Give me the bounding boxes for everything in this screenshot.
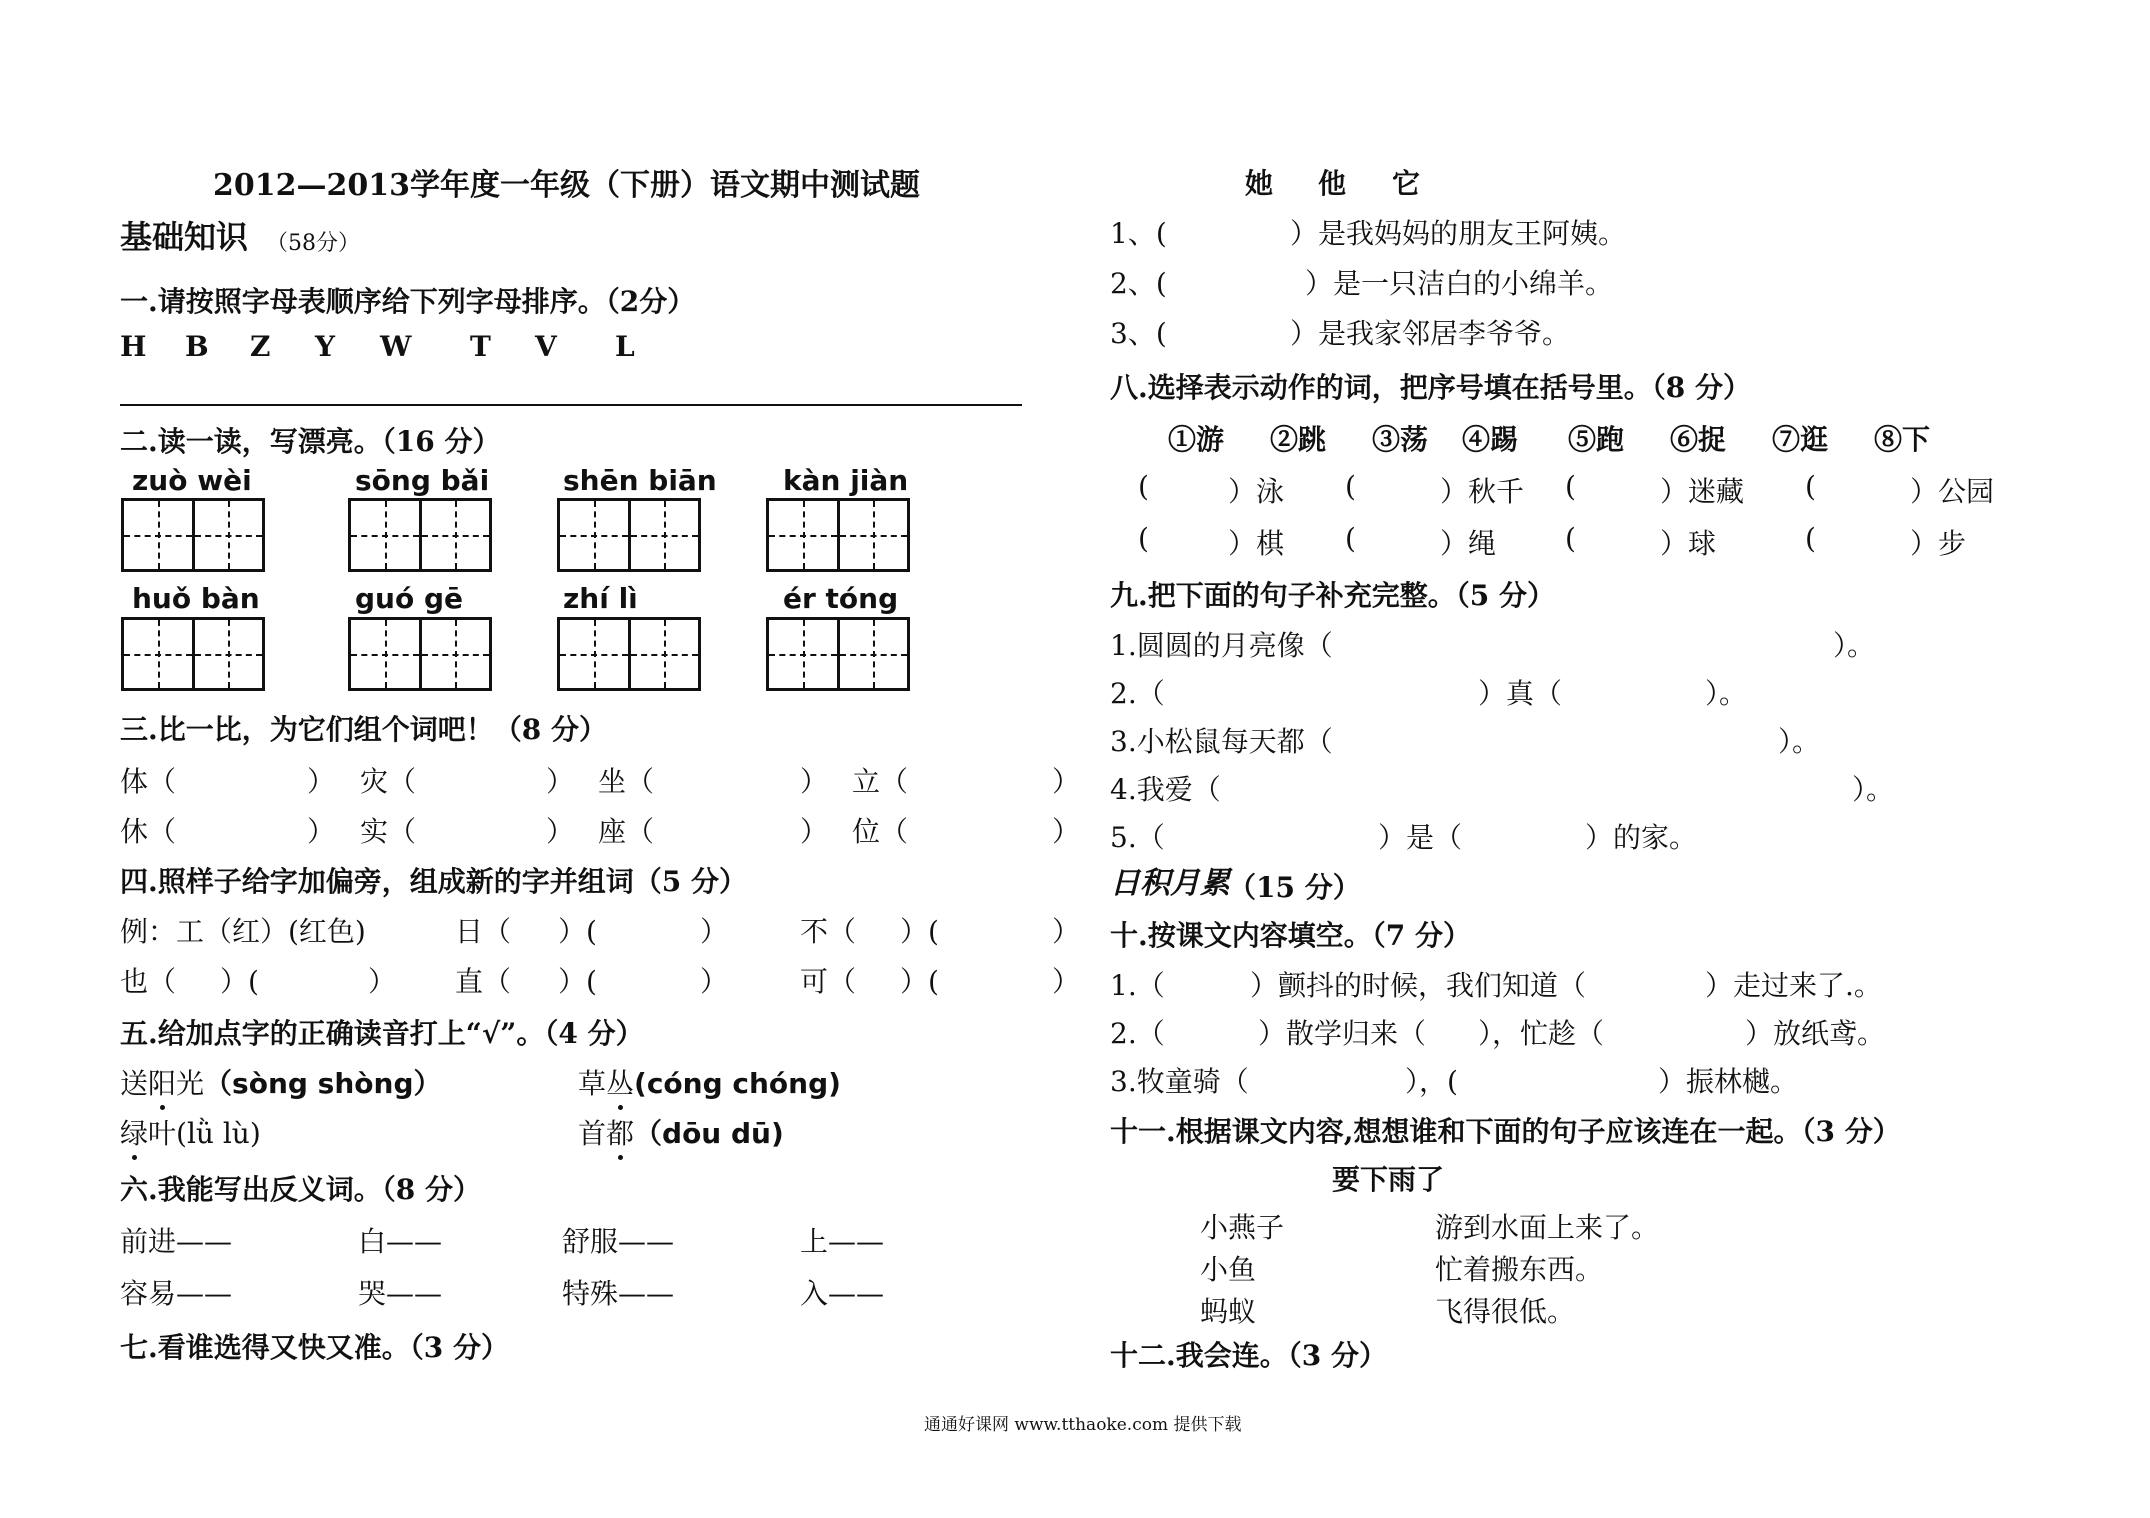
- word-blank: ）: [1052, 965, 1081, 998]
- match-left-item[interactable]: 蚂蚁: [1200, 1295, 1257, 1328]
- letter: Y: [315, 330, 335, 363]
- word-blank: ）(: [558, 965, 597, 998]
- sentence-text: ）是一只洁白的小绵羊。: [1305, 267, 1614, 300]
- blank-open: (: [1805, 522, 1816, 555]
- word-blank: ）: [307, 815, 336, 848]
- sentence-text: ）的家。: [1585, 821, 1698, 854]
- sentence-text: 1.圆圆的月亮像（: [1110, 629, 1333, 662]
- word-blank: ）: [1052, 765, 1081, 798]
- sentence-text: 2.（: [1110, 1017, 1165, 1050]
- word-blank: 可（: [800, 965, 857, 998]
- sentence-text: ）颤抖的时候，我们知道（: [1250, 969, 1587, 1002]
- dotted-character: 都: [606, 1112, 634, 1152]
- word-blank: 坐（: [598, 765, 655, 798]
- sentence-text: ）。: [1852, 773, 1895, 806]
- q11-title: 十一.根据课文内容,想想谁和下面的句子应该连在一起。（3 分）: [1110, 1115, 1901, 1148]
- q5-item-3: [120, 1112, 261, 1152]
- word-blank: 直（: [455, 965, 512, 998]
- q3-title: 三.比一比，为它们组个词吧！（8 分）: [120, 713, 607, 746]
- letter: L: [615, 330, 635, 363]
- word-blank: ）: [700, 965, 729, 998]
- blank-open: (: [1345, 522, 1356, 555]
- action-option: ⑥捉: [1670, 423, 1727, 456]
- pinyin-label: guó gē: [355, 582, 463, 615]
- q2-title: 二.读一读，写漂亮。（16 分）: [120, 425, 501, 458]
- writing-grid[interactable]: [557, 617, 701, 691]
- word-blank: ）: [800, 815, 829, 848]
- blank-open: (: [1138, 470, 1149, 503]
- word-blank: 日（: [455, 915, 512, 948]
- match-left-item[interactable]: 小鱼: [1200, 1253, 1257, 1286]
- sentence-text: 2.（: [1110, 677, 1165, 710]
- sentence-text: ）是（: [1378, 821, 1463, 854]
- pinyin-label: huǒ bàn: [132, 582, 260, 615]
- match-right-item[interactable]: 忙着搬东西。: [1435, 1253, 1604, 1286]
- pinyin-label: zuò wèi: [132, 464, 252, 497]
- antonym-item: 特殊——: [562, 1277, 675, 1310]
- pinyin-choice[interactable]: (cóng chóng): [634, 1067, 841, 1100]
- writing-grid[interactable]: [348, 498, 492, 572]
- footer-text: 通通好课网 www.tthaoke.com 提供下载: [924, 1415, 1242, 1435]
- letter: W: [380, 330, 412, 363]
- word-blank: 不（: [800, 915, 857, 948]
- q9-title: 九.把下面的句子补充完整。（5 分）: [1110, 579, 1555, 612]
- word-blank: 实（: [360, 815, 417, 848]
- word-blank: 也（: [120, 965, 177, 998]
- section-basic-score: （58分）: [266, 231, 360, 256]
- writing-grid[interactable]: [121, 617, 265, 691]
- sentence-text: 1.（: [1110, 969, 1165, 1002]
- dotted-character: 丛: [606, 1062, 634, 1102]
- sentence-text: ），(: [1405, 1065, 1458, 1098]
- blank-open: 2、(: [1110, 267, 1167, 300]
- page-title: 2012—2013学年度一年级（下册）语文期中测试题: [213, 168, 920, 203]
- match-left-item[interactable]: 小燕子: [1200, 1211, 1285, 1244]
- writing-grid[interactable]: [766, 498, 910, 572]
- q10-title: 十.按课文内容填空。（7 分）: [1110, 919, 1471, 952]
- q5-item-4: [578, 1112, 784, 1152]
- pinyin-label: shēn biān: [563, 464, 717, 497]
- action-option: ①游: [1168, 423, 1225, 456]
- letter: B: [185, 330, 209, 363]
- q6-title: 六.我能写出反义词。（8 分）: [120, 1173, 481, 1206]
- action-option: ⑦逛: [1772, 423, 1829, 456]
- blank-open: (: [1805, 470, 1816, 503]
- section-basic-label: 基础知识: [120, 218, 249, 256]
- dotted-character: 绿: [120, 1112, 148, 1152]
- letter: T: [470, 330, 491, 363]
- q5-item-1: [120, 1062, 442, 1102]
- letter: H: [120, 330, 147, 363]
- pinyin-choice[interactable]: （dōu dū): [634, 1117, 784, 1150]
- sentence-text: ）。: [1778, 725, 1821, 758]
- blank-open: (: [1565, 522, 1576, 555]
- action-option: ②跳: [1270, 423, 1327, 456]
- sentence-text: ）散学归来（: [1258, 1017, 1427, 1050]
- pinyin-choice[interactable]: (lǜ lù): [176, 1117, 261, 1150]
- blank-open: (: [1345, 470, 1356, 503]
- phrase-text: ）公园: [1910, 475, 1995, 508]
- word-blank: 休（: [120, 815, 177, 848]
- antonym-item: 舒服——: [562, 1225, 675, 1258]
- word-blank: 立（: [852, 765, 909, 798]
- writing-grid[interactable]: [121, 498, 265, 572]
- text: 叶: [148, 1117, 177, 1150]
- phrase-text: ）绳: [1440, 527, 1497, 560]
- word-blank: ）(: [220, 965, 259, 998]
- text: 首: [578, 1117, 607, 1150]
- sentence-text: ）振林樾。: [1658, 1065, 1799, 1098]
- pinyin-label: ér tóng: [783, 582, 899, 615]
- section-accum-label: 日积月累: [1110, 866, 1230, 901]
- match-right-item[interactable]: 飞得很低。: [1435, 1295, 1576, 1328]
- writing-grid[interactable]: [557, 498, 701, 572]
- pinyin-label: zhí lì: [563, 582, 638, 615]
- pronoun-option: 他: [1318, 167, 1347, 200]
- q5-title: 五.给加点字的正确读音打上“√”。（4 分）: [120, 1017, 644, 1050]
- sentence-text: 4.我爱（: [1110, 773, 1221, 806]
- antonym-item: 容易——: [120, 1277, 233, 1310]
- q8-title: 八.选择表示动作的词，把序号填在括号里。（8 分）: [1110, 371, 1751, 404]
- word-blank: 灾（: [360, 765, 417, 798]
- text: 送: [120, 1067, 149, 1100]
- sentence-text: ）是我家邻居李爷爷。: [1290, 317, 1571, 350]
- writing-grid[interactable]: [766, 617, 910, 691]
- pinyin-choice[interactable]: （sòng shòng）: [204, 1067, 442, 1100]
- text: 草: [578, 1067, 607, 1100]
- word-blank: 体（: [120, 765, 177, 798]
- sentence-text: ）走过来了.。: [1705, 969, 1882, 1002]
- sentence-text: 3.牧童骑（: [1110, 1065, 1249, 1098]
- word-blank: ）: [700, 915, 729, 948]
- section-accum-score: （15 分）: [1228, 871, 1361, 904]
- sentence-text: ）。: [1705, 677, 1748, 710]
- action-option: ④踢: [1462, 423, 1519, 456]
- text: 光: [176, 1067, 205, 1100]
- pinyin-label: kàn jiàn: [783, 464, 909, 497]
- blank-open: (: [1565, 470, 1576, 503]
- word-blank: ）(: [900, 915, 939, 948]
- word-blank: ）: [307, 765, 336, 798]
- q11-heading: 要下雨了: [1332, 1163, 1445, 1196]
- word-blank: 座（: [598, 815, 655, 848]
- phrase-text: ）棋: [1228, 527, 1285, 560]
- letter: V: [535, 330, 557, 363]
- word-blank: ）(: [558, 915, 597, 948]
- word-blank: ）: [1052, 815, 1081, 848]
- phrase-text: ）球: [1660, 527, 1717, 560]
- word-blank: ）(: [900, 965, 939, 998]
- action-option: ⑧下: [1874, 423, 1931, 456]
- sentence-text: ）放纸鸢。: [1745, 1017, 1886, 1050]
- q4-title: 四.照样子给字加偏旁，组成新的字并组词（5 分）: [120, 865, 747, 898]
- q12-title: 十二.我会连。（3 分）: [1110, 1339, 1387, 1372]
- dotted-character: 阳: [148, 1062, 176, 1102]
- word-blank: 位（: [852, 815, 909, 848]
- match-right-item[interactable]: 游到水面上来了。: [1435, 1211, 1660, 1244]
- word-blank: ）: [546, 765, 575, 798]
- blank-open: (: [1138, 522, 1149, 555]
- antonym-item: 入——: [800, 1277, 885, 1310]
- antonym-item: 哭——: [358, 1277, 443, 1310]
- phrase-text: ）步: [1910, 527, 1967, 560]
- pinyin-label: sōng bǎi: [355, 464, 490, 497]
- action-option: ③荡: [1372, 423, 1429, 456]
- sentence-text: 3.小松鼠每天都（: [1110, 725, 1333, 758]
- sentence-text: ）。: [1833, 629, 1876, 662]
- antonym-item: 前进——: [120, 1225, 233, 1258]
- blank-open: 1、(: [1110, 217, 1167, 250]
- phrase-text: ）秋千: [1440, 475, 1525, 508]
- q1-answer-line[interactable]: [120, 404, 1022, 406]
- sentence-text: ）真（: [1478, 677, 1563, 710]
- antonym-item: 上——: [800, 1225, 885, 1258]
- sentence-text: 5.（: [1110, 821, 1165, 854]
- writing-grid[interactable]: [348, 617, 492, 691]
- word-blank: ）: [368, 965, 397, 998]
- sentence-text: ）是我妈妈的朋友王阿姨。: [1290, 217, 1627, 250]
- sentence-text: ），忙趁（: [1478, 1017, 1605, 1050]
- word-blank: ）: [546, 815, 575, 848]
- q1-title: 一.请按照字母表顺序给下列字母排序。（2分）: [120, 285, 696, 318]
- q5-item-2: [578, 1062, 841, 1102]
- pronoun-option: 她: [1245, 167, 1274, 200]
- pronoun-option: 它: [1392, 167, 1421, 200]
- action-option: ⑤跑: [1568, 423, 1625, 456]
- word-blank: ）: [1052, 915, 1081, 948]
- example-text: 例：工（红）(红色): [120, 915, 366, 948]
- blank-open: 3、(: [1110, 317, 1167, 350]
- phrase-text: ）迷藏: [1660, 475, 1745, 508]
- phrase-text: ）泳: [1228, 475, 1285, 508]
- letter: Z: [250, 330, 271, 363]
- antonym-item: 白——: [358, 1225, 443, 1258]
- q7-title: 七.看谁选得又快又准。（3 分）: [120, 1331, 509, 1364]
- word-blank: ）: [800, 765, 829, 798]
